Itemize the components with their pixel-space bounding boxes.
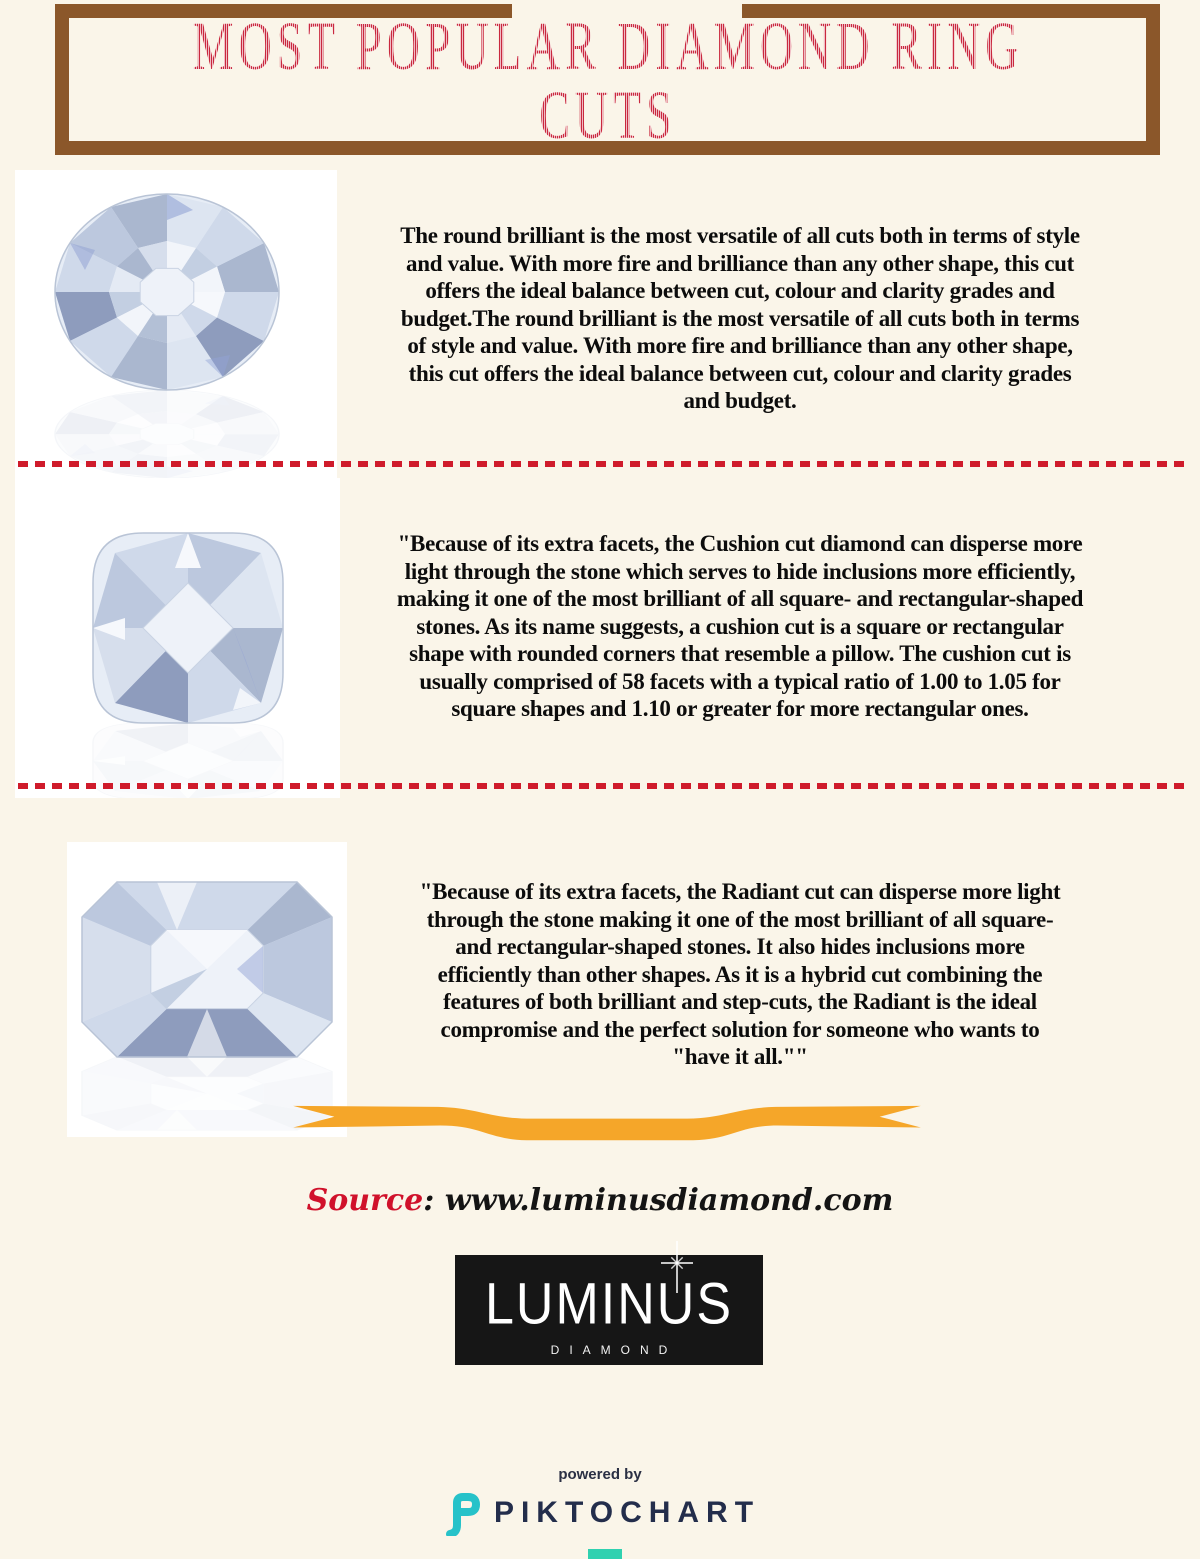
source-label: Source bbox=[306, 1183, 424, 1218]
round-brilliant-diamond-image bbox=[15, 170, 337, 490]
radiant-description: "Because of its extra facets, the Radiant cut can disperse more light through the stone making it one of the most brilliant of all square- and rectangular-shaped stones. It also hides inclusions more efficiently than other shapes. As it is a hybrid cut combining the features of both brilliant and step-cuts, the Radiant is the ideal compromise and the perfect solution for someone who wants to "have it all."" bbox=[419, 879, 1061, 1069]
luminus-wordmark: LUMINUS bbox=[484, 1272, 734, 1338]
page-title bbox=[73, 7, 1143, 153]
powered-by-label: powered by bbox=[558, 1466, 642, 1483]
dashed-divider-1 bbox=[18, 461, 1184, 467]
round-brilliant-description: The round brilliant is the most versatile of all cuts both in terms of style and value. With more fire and brilliance than any other shape, this cut offers the ideal balance between cut, colour and clarity grades and budget.The round brilliant is the most versatile of all cuts both in terms of style and value. With more fire and brilliance than any other shape, this cut offers the ideal balance between cut, colour and clarity grades and budget. bbox=[400, 223, 1080, 413]
piktochart-wordmark: PIKTOCHART bbox=[493, 1496, 761, 1529]
source-url: : www.luminusdiamond.com bbox=[423, 1183, 894, 1218]
radiant-image-box bbox=[67, 842, 347, 1137]
dashed-divider-2 bbox=[18, 783, 1184, 789]
page-title-line1: MOST POPULAR DIAMOND RING bbox=[192, 7, 1024, 84]
luminus-subtitle: DIAMOND bbox=[550, 1343, 678, 1357]
source-line bbox=[0, 1183, 1200, 1218]
cushion-description: "Because of its extra facets, the Cushion cut diamond can disperse more light through the stone which serves to hide inclusions more efficiently, making it one of the most brilliant of all square- and rectangular-shaped stones. As its name suggests, a cushion cut is a square or rectangular shape with rounded corners that resemble a pillow. The cushion cut is usually comprised of 58 facets with a typical ratio of 1.00 to 1.05 for square shapes and 1.10 or greater for more rectangular ones. bbox=[396, 531, 1084, 721]
round-brilliant-image-box bbox=[15, 170, 337, 490]
piktochart-attribution[interactable] bbox=[0, 1490, 1200, 1536]
ribbon-banner bbox=[292, 1102, 922, 1153]
cushion-diamond-image bbox=[15, 478, 340, 798]
piktochart-icon bbox=[440, 1490, 480, 1536]
cushion-image-box bbox=[15, 478, 340, 798]
radiant-diamond-image bbox=[67, 842, 347, 1137]
luminus-logo bbox=[455, 1255, 763, 1365]
page-title-line2: CUTS bbox=[539, 76, 677, 153]
cropped-bottom-element bbox=[588, 1549, 622, 1559]
